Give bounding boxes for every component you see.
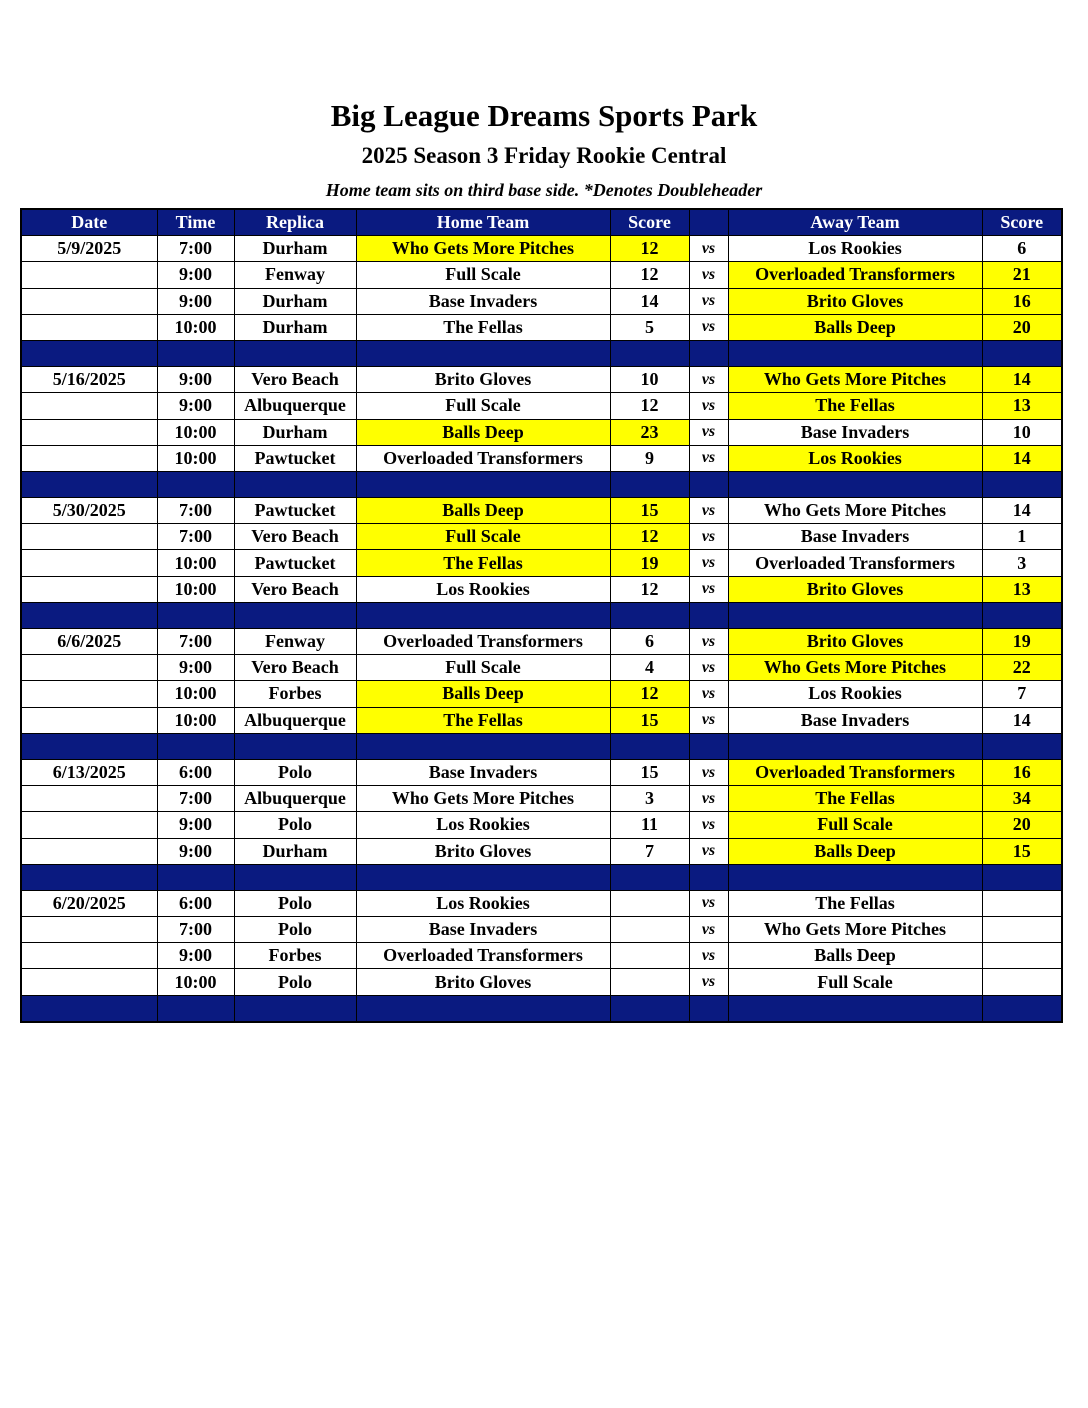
home-team: The Fellas — [356, 314, 610, 340]
separator-cell — [21, 995, 157, 1022]
away-score: 13 — [982, 576, 1062, 602]
table-row — [21, 838, 1062, 864]
away-score: 14 — [982, 367, 1062, 393]
separator-cell — [728, 340, 982, 366]
away-team: Who Gets More Pitches — [728, 498, 982, 524]
game-replica: Polo — [234, 812, 356, 838]
week-separator-row — [21, 733, 1062, 759]
game-replica: Albuquerque — [234, 786, 356, 812]
separator-cell — [610, 340, 689, 366]
vs-label: vs — [689, 759, 728, 785]
separator-cell — [21, 864, 157, 890]
home-score: 3 — [610, 786, 689, 812]
vs-label: vs — [689, 445, 728, 471]
separator-cell — [356, 602, 610, 628]
home-team: Base Invaders — [356, 759, 610, 785]
away-score: 20 — [982, 314, 1062, 340]
home-team: Balls Deep — [356, 681, 610, 707]
table-row — [21, 759, 1062, 785]
game-replica: Albuquerque — [234, 393, 356, 419]
home-team: Overloaded Transformers — [356, 445, 610, 471]
vs-label: vs — [689, 288, 728, 314]
header-vs — [689, 209, 728, 236]
game-replica: Durham — [234, 288, 356, 314]
home-score: 12 — [610, 262, 689, 288]
game-date — [21, 445, 157, 471]
game-date: 5/30/2025 — [21, 498, 157, 524]
separator-cell — [21, 602, 157, 628]
vs-label: vs — [689, 681, 728, 707]
home-team: Brito Gloves — [356, 367, 610, 393]
header-home-team: Home Team — [356, 209, 610, 236]
game-date: 6/13/2025 — [21, 759, 157, 785]
game-replica: Vero Beach — [234, 576, 356, 602]
schedule-table — [20, 208, 1063, 1023]
home-score: 19 — [610, 550, 689, 576]
game-replica: Pawtucket — [234, 550, 356, 576]
vs-label: vs — [689, 629, 728, 655]
home-score: 7 — [610, 838, 689, 864]
game-time: 10:00 — [157, 419, 234, 445]
home-score: 5 — [610, 314, 689, 340]
home-score: 11 — [610, 812, 689, 838]
table-row — [21, 367, 1062, 393]
separator-cell — [610, 864, 689, 890]
vs-label: vs — [689, 969, 728, 995]
game-time: 7:00 — [157, 917, 234, 943]
away-score: 14 — [982, 445, 1062, 471]
vs-label: vs — [689, 550, 728, 576]
away-score: 3 — [982, 550, 1062, 576]
game-time: 9:00 — [157, 838, 234, 864]
game-time: 7:00 — [157, 629, 234, 655]
away-score — [982, 943, 1062, 969]
vs-label: vs — [689, 498, 728, 524]
home-team: Base Invaders — [356, 288, 610, 314]
game-replica: Polo — [234, 917, 356, 943]
game-date — [21, 550, 157, 576]
table-row — [21, 812, 1062, 838]
game-time: 9:00 — [157, 288, 234, 314]
separator-cell — [689, 340, 728, 366]
away-score — [982, 890, 1062, 916]
vs-label: vs — [689, 838, 728, 864]
separator-cell — [234, 340, 356, 366]
game-replica: Durham — [234, 236, 356, 262]
vs-label: vs — [689, 890, 728, 916]
vs-label: vs — [689, 576, 728, 602]
schedule-note: Home team sits on third base side. *Denotes Doubleheader — [325, 180, 763, 200]
game-date — [21, 838, 157, 864]
home-team: Full Scale — [356, 393, 610, 419]
separator-cell — [728, 864, 982, 890]
separator-cell — [234, 602, 356, 628]
separator-cell — [728, 471, 982, 497]
week-separator-row — [21, 995, 1062, 1022]
game-date — [21, 262, 157, 288]
game-time: 10:00 — [157, 576, 234, 602]
home-team: Who Gets More Pitches — [356, 236, 610, 262]
away-team: Base Invaders — [728, 524, 982, 550]
game-time: 10:00 — [157, 707, 234, 733]
game-time: 7:00 — [157, 498, 234, 524]
table-row — [21, 262, 1062, 288]
vs-label: vs — [689, 655, 728, 681]
header-home-score: Score — [610, 209, 689, 236]
separator-cell — [356, 864, 610, 890]
game-time: 6:00 — [157, 759, 234, 785]
header-replica: Replica — [234, 209, 356, 236]
game-date — [21, 524, 157, 550]
home-score: 15 — [610, 498, 689, 524]
home-team: Los Rookies — [356, 812, 610, 838]
separator-cell — [610, 733, 689, 759]
away-team: Los Rookies — [728, 681, 982, 707]
away-team: Base Invaders — [728, 419, 982, 445]
separator-cell — [356, 471, 610, 497]
game-replica: Polo — [234, 759, 356, 785]
home-score: 12 — [610, 524, 689, 550]
game-replica: Polo — [234, 890, 356, 916]
table-row — [21, 236, 1062, 262]
game-replica: Fenway — [234, 629, 356, 655]
vs-label: vs — [689, 786, 728, 812]
away-score: 1 — [982, 524, 1062, 550]
home-team: Full Scale — [356, 655, 610, 681]
home-score — [610, 969, 689, 995]
table-row — [21, 393, 1062, 419]
vs-label: vs — [689, 314, 728, 340]
game-time: 10:00 — [157, 550, 234, 576]
away-score: 7 — [982, 681, 1062, 707]
table-row — [21, 655, 1062, 681]
game-date — [21, 943, 157, 969]
table-row — [21, 550, 1062, 576]
away-team: Overloaded Transformers — [728, 262, 982, 288]
separator-cell — [234, 733, 356, 759]
separator-cell — [689, 602, 728, 628]
table-row — [21, 419, 1062, 445]
week-separator-row — [21, 471, 1062, 497]
game-date — [21, 576, 157, 602]
separator-cell — [728, 995, 982, 1022]
game-time: 9:00 — [157, 393, 234, 419]
vs-label: vs — [689, 236, 728, 262]
game-time: 7:00 — [157, 786, 234, 812]
separator-cell — [728, 602, 982, 628]
week-separator-row — [21, 602, 1062, 628]
separator-cell — [982, 733, 1062, 759]
table-row — [21, 498, 1062, 524]
separator-cell — [234, 471, 356, 497]
game-replica: Vero Beach — [234, 655, 356, 681]
home-score — [610, 943, 689, 969]
game-date — [21, 707, 157, 733]
separator-cell — [234, 995, 356, 1022]
game-date: 6/20/2025 — [21, 890, 157, 916]
away-score: 34 — [982, 786, 1062, 812]
header-date: Date — [21, 209, 157, 236]
separator-cell — [356, 995, 610, 1022]
vs-label: vs — [689, 367, 728, 393]
away-team: Full Scale — [728, 969, 982, 995]
home-score: 12 — [610, 393, 689, 419]
table-row — [21, 576, 1062, 602]
separator-cell — [982, 864, 1062, 890]
home-team: Base Invaders — [356, 917, 610, 943]
away-score: 15 — [982, 838, 1062, 864]
home-score: 12 — [610, 681, 689, 707]
game-time: 7:00 — [157, 236, 234, 262]
separator-cell — [157, 995, 234, 1022]
game-time: 9:00 — [157, 655, 234, 681]
game-time: 10:00 — [157, 681, 234, 707]
game-time: 9:00 — [157, 367, 234, 393]
game-date — [21, 419, 157, 445]
away-score: 20 — [982, 812, 1062, 838]
away-score: 21 — [982, 262, 1062, 288]
home-team: Brito Gloves — [356, 838, 610, 864]
home-score: 6 — [610, 629, 689, 655]
away-score — [982, 917, 1062, 943]
game-date — [21, 393, 157, 419]
home-score: 9 — [610, 445, 689, 471]
home-team: The Fellas — [356, 707, 610, 733]
home-score: 14 — [610, 288, 689, 314]
header-row — [21, 209, 1062, 236]
table-row — [21, 707, 1062, 733]
away-team: Overloaded Transformers — [728, 759, 982, 785]
away-team: The Fellas — [728, 786, 982, 812]
away-team: Who Gets More Pitches — [728, 655, 982, 681]
separator-cell — [610, 602, 689, 628]
separator-cell — [689, 471, 728, 497]
game-time: 10:00 — [157, 969, 234, 995]
away-score: 16 — [982, 288, 1062, 314]
header-away-score: Score — [982, 209, 1062, 236]
table-row — [21, 314, 1062, 340]
away-team: Brito Gloves — [728, 576, 982, 602]
home-team: The Fellas — [356, 550, 610, 576]
home-team: Who Gets More Pitches — [356, 786, 610, 812]
home-team: Balls Deep — [356, 498, 610, 524]
separator-cell — [157, 340, 234, 366]
separator-cell — [610, 471, 689, 497]
game-date — [21, 681, 157, 707]
away-score: 10 — [982, 419, 1062, 445]
home-score — [610, 890, 689, 916]
separator-cell — [356, 340, 610, 366]
vs-label: vs — [689, 262, 728, 288]
game-time: 9:00 — [157, 262, 234, 288]
game-time: 10:00 — [157, 314, 234, 340]
separator-cell — [157, 733, 234, 759]
table-row — [21, 445, 1062, 471]
vs-label: vs — [689, 419, 728, 445]
game-time: 10:00 — [157, 445, 234, 471]
home-score — [610, 917, 689, 943]
header-away-team: Away Team — [728, 209, 982, 236]
away-score — [982, 969, 1062, 995]
home-team: Brito Gloves — [356, 969, 610, 995]
separator-cell — [157, 602, 234, 628]
game-replica: Vero Beach — [234, 367, 356, 393]
separator-cell — [157, 864, 234, 890]
away-team: Base Invaders — [728, 707, 982, 733]
game-replica: Pawtucket — [234, 445, 356, 471]
home-team: Overloaded Transformers — [356, 943, 610, 969]
separator-cell — [234, 864, 356, 890]
away-team: The Fellas — [728, 393, 982, 419]
away-score: 14 — [982, 707, 1062, 733]
away-score: 13 — [982, 393, 1062, 419]
away-score: 22 — [982, 655, 1062, 681]
away-team: Brito Gloves — [728, 288, 982, 314]
home-team: Los Rookies — [356, 890, 610, 916]
home-team: Balls Deep — [356, 419, 610, 445]
table-row — [21, 786, 1062, 812]
table-row — [21, 917, 1062, 943]
away-team: Who Gets More Pitches — [728, 917, 982, 943]
week-separator-row — [21, 340, 1062, 366]
separator-cell — [728, 733, 982, 759]
separator-cell — [982, 340, 1062, 366]
game-replica: Fenway — [234, 262, 356, 288]
table-row — [21, 890, 1062, 916]
home-team: Full Scale — [356, 262, 610, 288]
separator-cell — [21, 471, 157, 497]
away-team: Balls Deep — [728, 943, 982, 969]
home-score: 12 — [610, 236, 689, 262]
table-row — [21, 969, 1062, 995]
game-time: 9:00 — [157, 812, 234, 838]
vs-label: vs — [689, 917, 728, 943]
vs-label: vs — [689, 707, 728, 733]
game-date: 5/16/2025 — [21, 367, 157, 393]
away-team: Balls Deep — [728, 314, 982, 340]
away-score: 14 — [982, 498, 1062, 524]
header-time: Time — [157, 209, 234, 236]
game-replica: Pawtucket — [234, 498, 356, 524]
home-team: Overloaded Transformers — [356, 629, 610, 655]
away-team: Who Gets More Pitches — [728, 367, 982, 393]
game-replica: Forbes — [234, 681, 356, 707]
game-replica: Vero Beach — [234, 524, 356, 550]
separator-cell — [982, 471, 1062, 497]
away-team: Brito Gloves — [728, 629, 982, 655]
game-replica: Durham — [234, 314, 356, 340]
vs-label: vs — [689, 393, 728, 419]
separator-cell — [982, 602, 1062, 628]
game-date — [21, 288, 157, 314]
separator-cell — [21, 340, 157, 366]
home-score: 4 — [610, 655, 689, 681]
away-team: Los Rookies — [728, 445, 982, 471]
away-team: The Fellas — [728, 890, 982, 916]
separator-cell — [689, 864, 728, 890]
table-row — [21, 288, 1062, 314]
away-team: Balls Deep — [728, 838, 982, 864]
home-score: 12 — [610, 576, 689, 602]
home-score: 10 — [610, 367, 689, 393]
game-replica: Polo — [234, 969, 356, 995]
game-date — [21, 786, 157, 812]
game-replica: Durham — [234, 419, 356, 445]
game-time: 7:00 — [157, 524, 234, 550]
separator-cell — [157, 471, 234, 497]
home-score: 15 — [610, 707, 689, 733]
vs-label: vs — [689, 943, 728, 969]
home-score: 23 — [610, 419, 689, 445]
home-score: 15 — [610, 759, 689, 785]
away-team: Overloaded Transformers — [728, 550, 982, 576]
separator-cell — [21, 733, 157, 759]
game-date — [21, 969, 157, 995]
table-row — [21, 524, 1062, 550]
vs-label: vs — [689, 524, 728, 550]
page-title: Big League Dreams Sports Park — [330, 98, 758, 133]
game-replica: Albuquerque — [234, 707, 356, 733]
game-replica: Forbes — [234, 943, 356, 969]
away-score: 6 — [982, 236, 1062, 262]
game-date: 6/6/2025 — [21, 629, 157, 655]
separator-cell — [610, 995, 689, 1022]
away-score: 16 — [982, 759, 1062, 785]
away-team: Los Rookies — [728, 236, 982, 262]
separator-cell — [689, 995, 728, 1022]
table-row — [21, 681, 1062, 707]
game-date — [21, 812, 157, 838]
separator-cell — [356, 733, 610, 759]
away-team: Full Scale — [728, 812, 982, 838]
home-team: Full Scale — [356, 524, 610, 550]
game-time: 6:00 — [157, 890, 234, 916]
game-date — [21, 917, 157, 943]
week-separator-row — [21, 864, 1062, 890]
table-row — [21, 629, 1062, 655]
game-date — [21, 314, 157, 340]
home-team: Los Rookies — [356, 576, 610, 602]
page-subtitle: 2025 Season 3 Friday Rookie Central — [361, 143, 727, 168]
game-date — [21, 655, 157, 681]
separator-cell — [689, 733, 728, 759]
game-date: 5/9/2025 — [21, 236, 157, 262]
away-score: 19 — [982, 629, 1062, 655]
separator-cell — [982, 995, 1062, 1022]
game-time: 9:00 — [157, 943, 234, 969]
table-row — [21, 943, 1062, 969]
schedule-body — [21, 236, 1062, 1022]
game-replica: Durham — [234, 838, 356, 864]
vs-label: vs — [689, 812, 728, 838]
